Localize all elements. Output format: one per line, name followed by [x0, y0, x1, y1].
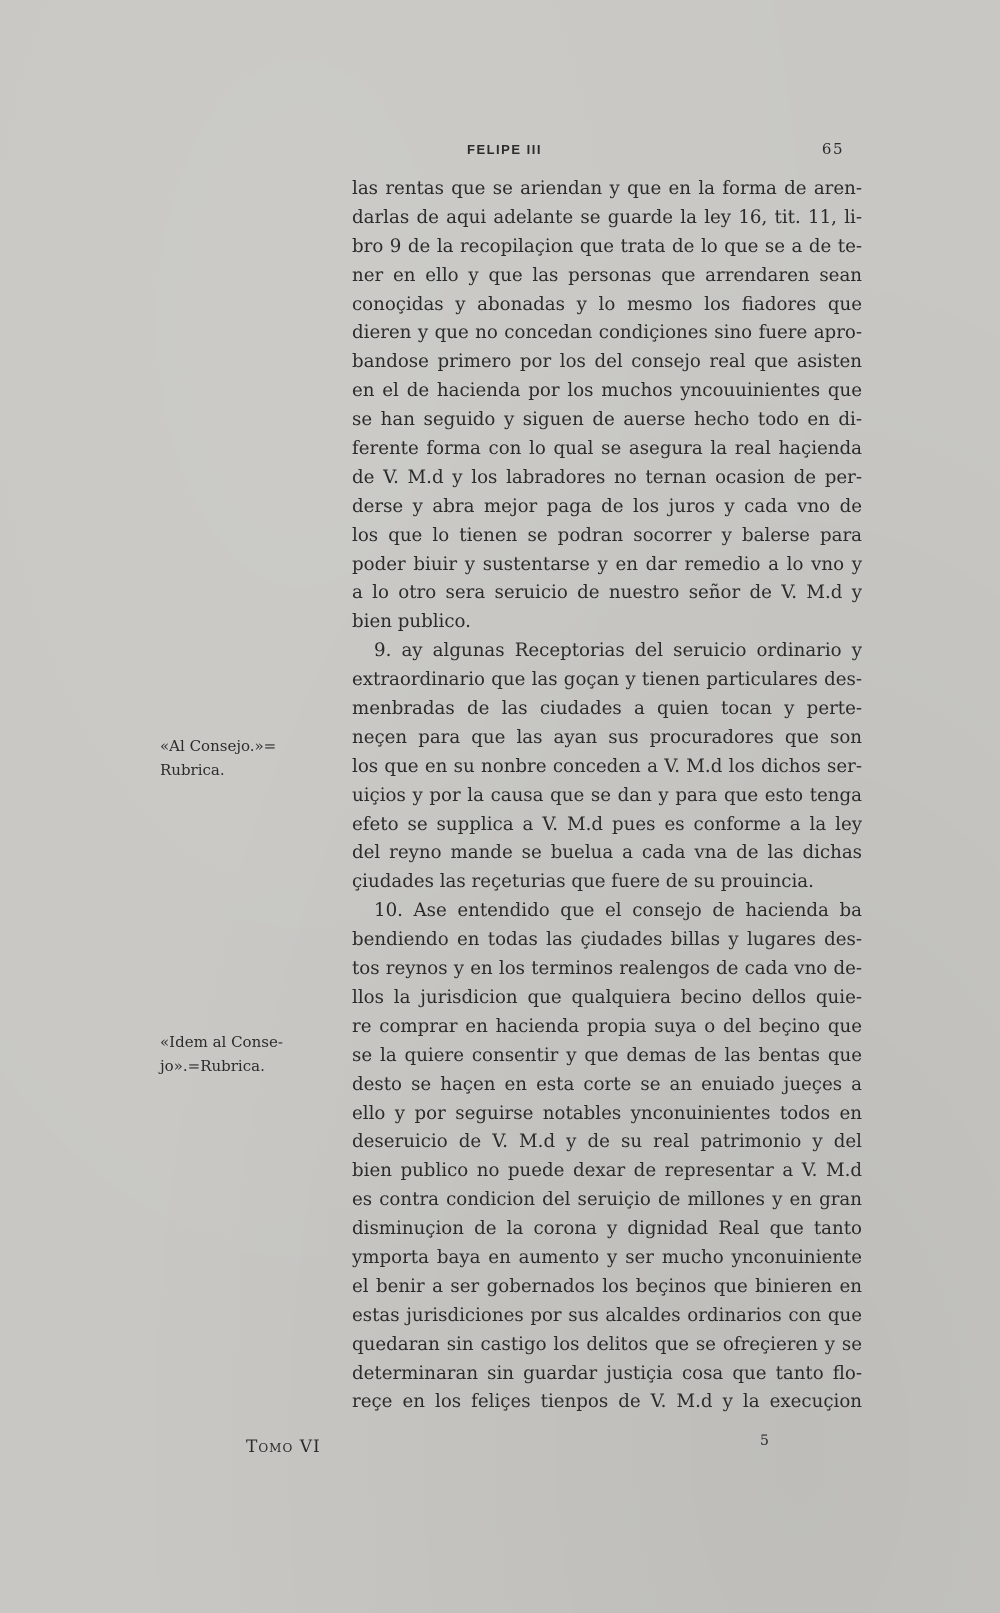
text-line: llos la jurisdicion que qualquiera becino dellos quie-	[352, 986, 862, 1008]
page-header	[352, 140, 852, 160]
text-line: a lo otro sera seruicio de nuestro señor de V. M.d y	[352, 582, 862, 604]
signature-mark: 5	[760, 1433, 769, 1449]
text-line: de V. M.d y los labradores no ternan ocasion de per-	[352, 466, 862, 488]
text-line: deseruicio de V. M.d y de su real patrimonio y del	[352, 1131, 862, 1153]
text-line: los que en su nonbre conceden a V. M.d los dichos ser-	[352, 755, 862, 777]
page-number: 65	[821, 140, 844, 158]
text-line: uiçios y por la causa que se dan y para que esto tenga	[352, 784, 862, 806]
text-line: bien publico.	[352, 611, 471, 633]
text-line: bro 9 de la recopilaçion que trata de lo que se a de te-	[352, 235, 862, 257]
text-line: 10. Ase entendido que el consejo de hacienda ba	[374, 900, 862, 922]
text-line: desto se haçen en esta corte se an enuiado jueçes a	[352, 1073, 862, 1095]
text-line: ymporta baya en aumento y ser mucho ynconuiniente	[352, 1246, 862, 1268]
text-line: quedaran sin castigo los delitos que se ofreçieren y se	[352, 1333, 862, 1355]
margin-note-line: Rubrica.	[160, 761, 225, 779]
body-text	[352, 175, 862, 1417]
text-line: ello y por seguirse notables ynconuinientes todos en	[352, 1102, 862, 1124]
margin-note	[160, 1030, 330, 1078]
text-line: conoçidas y abonadas y lo mesmo los fiadores que	[352, 293, 862, 315]
text-line: es contra condicion del seruiçio de millones y en gran	[352, 1189, 862, 1211]
margin-note-line: «Idem al Conse-	[160, 1033, 283, 1051]
running-title: FELIPE III	[467, 142, 542, 157]
text-line: estas jurisdiciones por sus alcaldes ordinarios con que	[352, 1304, 862, 1326]
text-line: los que lo tienen se podran socorrer y balerse para	[352, 524, 862, 546]
text-line: las rentas que se ariendan y que en la forma de aren-	[352, 178, 862, 199]
text-line: en el de hacienda por los muchos yncouuinientes que	[352, 380, 862, 402]
text-line: bendiendo en todas las çiudades billas y lugares des-	[352, 929, 862, 951]
text-line: derse y abra mejor paga de los juros y cada vno de	[352, 495, 862, 517]
text-line: re comprar en hacienda propia suya o del beçino que	[352, 1015, 862, 1037]
text-line: disminuçion de la corona y dignidad Real que tanto	[352, 1218, 862, 1240]
text-line: extraordinario que las goçan y tienen particulares des-	[352, 669, 862, 691]
text-line: ferente forma con lo qual se asegura la real haçienda	[352, 438, 862, 460]
text-line: darlas de aqui adelante se guarde la ley 16, tit. 11, li-	[352, 206, 862, 228]
text-line: reçe en los feliçes tienpos de V. M.d y la execuçion	[352, 1391, 862, 1413]
text-line: menbradas de las ciudades a quien tocan y perte-	[352, 698, 862, 720]
margin-note-line: jo».=Rubrica.	[160, 1057, 265, 1075]
text-line: bandose primero por los del consejo real que asisten	[352, 351, 862, 373]
text-line: dieren y que no concedan condiçiones sino fuere apro-	[352, 322, 862, 344]
text-line: tos reynos y en los terminos realengos de cada vno de-	[352, 958, 862, 980]
text-line: bien publico no puede dexar de representar a V. M.d	[352, 1160, 862, 1182]
text-line: çiudades las reçeturias que fuere de su prouincia.	[352, 871, 814, 893]
text-line: 9. ay algunas Receptorias del seruicio ordinario y	[374, 640, 862, 662]
text-line: se han seguido y siguen de auerse hecho todo en di-	[352, 409, 862, 431]
text-line: neçen para que las ayan sus procuradores que son	[352, 726, 862, 748]
margin-note-line: «Al Consejo.»=	[160, 737, 277, 755]
text-line: efeto se supplica a V. M.d pues es conforme a la ley	[352, 813, 862, 835]
volume-label: Tomo VI	[246, 1437, 321, 1457]
text-line: se la quiere consentir y que demas de las bentas que	[352, 1044, 862, 1066]
margin-note	[160, 734, 330, 782]
text-line: el benir a ser gobernados los beçinos que binieren en	[352, 1275, 862, 1297]
text-line: del reyno mande se buelua a cada vna de las dichas	[352, 842, 862, 864]
text-line: poder biuir y sustentarse y en dar remedio a lo vno y	[352, 553, 862, 575]
text-line: ner en ello y que las personas que arrendaren sean	[352, 264, 862, 286]
text-line: determinaran sin guardar justiçia cosa que tanto flo-	[352, 1362, 862, 1384]
